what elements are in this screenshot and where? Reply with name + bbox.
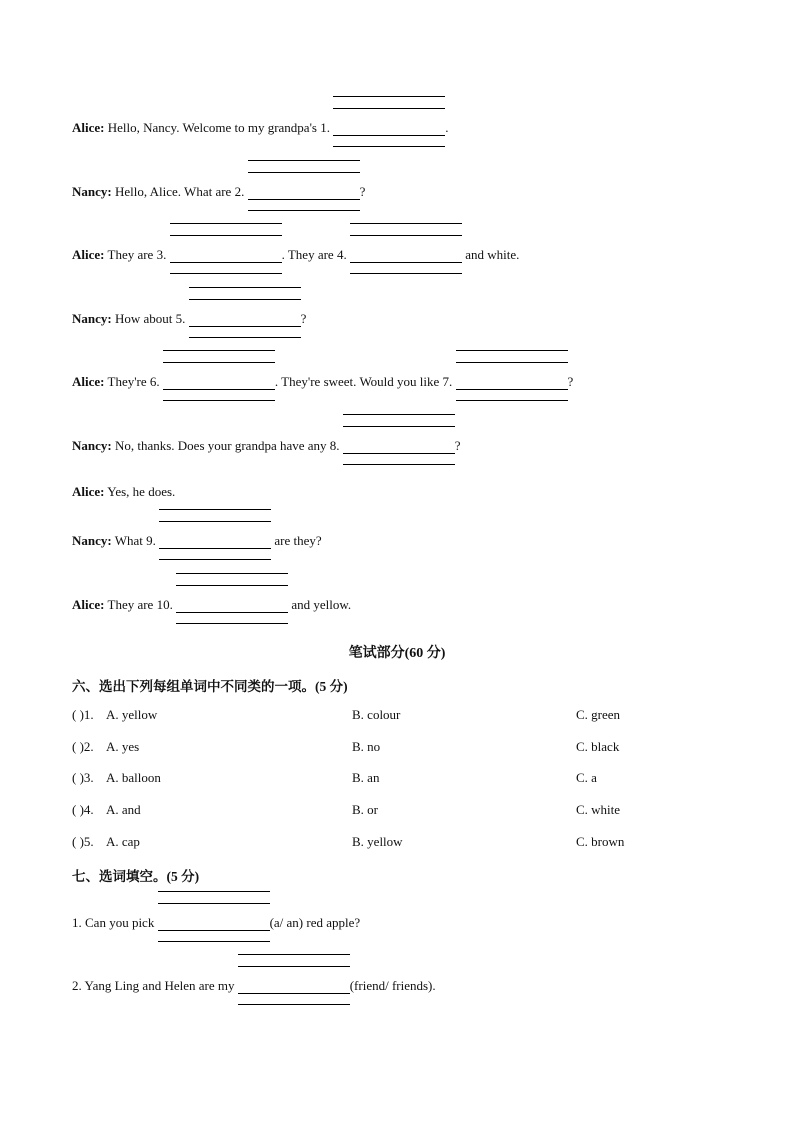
fill-question-2 [72,977,436,994]
blank-8[interactable] [343,437,455,454]
text: ? [454,438,461,453]
option-a: A. and [106,802,141,817]
fill-question-1 [72,914,360,931]
blank-7[interactable] [456,373,568,390]
dialogue-line-5 [72,373,573,390]
text: They are 3. [107,247,167,262]
text: What 9. [114,533,156,548]
speaker: Nancy: [72,184,112,199]
option-a: A. balloon [106,770,161,785]
speaker: Alice: [72,374,105,389]
dialogue-line-4 [72,310,306,327]
speaker: Nancy: [72,533,112,548]
blank-9[interactable] [159,532,271,549]
dialogue-line-6 [72,437,461,454]
text: . They're sweet. Would you like 7. [274,374,453,389]
dialogue-line-1 [72,119,448,136]
blank-1[interactable] [333,119,445,136]
text: . [445,120,449,135]
text: and yellow. [291,597,352,612]
answer-paren[interactable]: ( )3. [72,770,94,785]
text: They are 10. [107,597,173,612]
option-c: C. brown [576,834,625,849]
answer-paren[interactable]: ( )4. [72,802,94,817]
text: Hello, Alice. What are 2. [114,184,245,199]
option-a: A. yellow [106,707,158,722]
option-c: C. a [576,770,597,785]
fill-blank-1[interactable] [158,914,270,931]
text: How about 5. [114,311,186,326]
answer-paren[interactable]: ( )1. [72,707,94,722]
text: They're 6. [107,374,160,389]
option-b: B. yellow [352,834,403,849]
text: 2. Yang Ling and Helen are my [72,978,235,993]
text: Hello, Nancy. Welcome to my grandpa's 1. [107,120,330,135]
option-b: B. or [352,802,378,817]
answer-paren[interactable]: ( )5. [72,834,94,849]
blank-6[interactable] [163,373,275,390]
option-a: A. yes [106,739,140,754]
text: Yes, he does. [107,484,176,499]
speaker: Alice: [72,120,105,135]
text: and white. [465,247,520,262]
section7-title: 七、选词填空。(5 分) [72,869,200,884]
dialogue-line-3 [72,246,519,263]
option-c: C. white [576,802,621,817]
text: 1. Can you pick [72,915,155,930]
dialogue-line-9 [72,596,351,613]
speaker: Alice: [72,597,105,612]
blank-4[interactable] [350,246,462,263]
dialogue-line-8 [72,532,322,549]
fill-blank-2[interactable] [238,977,350,994]
text: (friend/ friends). [349,978,436,993]
option-b: B. no [352,739,381,754]
section6-title: 六、选出下列每组单词中不同类的一项。(5 分) [72,679,348,694]
text: ? [567,374,574,389]
question-row [72,802,712,818]
written-part-title: 笔试部分(60 分) [348,646,446,661]
question-row [72,707,712,723]
dialogue-line-7 [72,484,175,500]
answer-paren[interactable]: ( )2. [72,739,94,754]
text: (a/ an) red apple? [269,915,361,930]
speaker: Alice: [72,484,105,499]
dialogue-line-2 [72,183,365,200]
option-a: A. cap [106,834,140,849]
blank-3[interactable] [170,246,282,263]
text: ? [300,311,307,326]
speaker: Nancy: [72,438,112,453]
option-c: C. green [576,707,621,722]
question-row [72,739,712,755]
blank-10[interactable] [176,596,288,613]
speaker: Alice: [72,247,105,262]
text: ? [359,184,366,199]
text: are they? [274,533,322,548]
option-b: B. colour [352,707,401,722]
option-c: C. black [576,739,620,754]
blank-2[interactable] [248,183,360,200]
blank-5[interactable] [189,310,301,327]
question-row [72,834,712,850]
text: . They are 4. [281,247,347,262]
text: No, thanks. Does your grandpa have any 8. [114,438,340,453]
option-b: B. an [352,770,380,785]
question-row [72,770,712,786]
speaker: Nancy: [72,311,112,326]
